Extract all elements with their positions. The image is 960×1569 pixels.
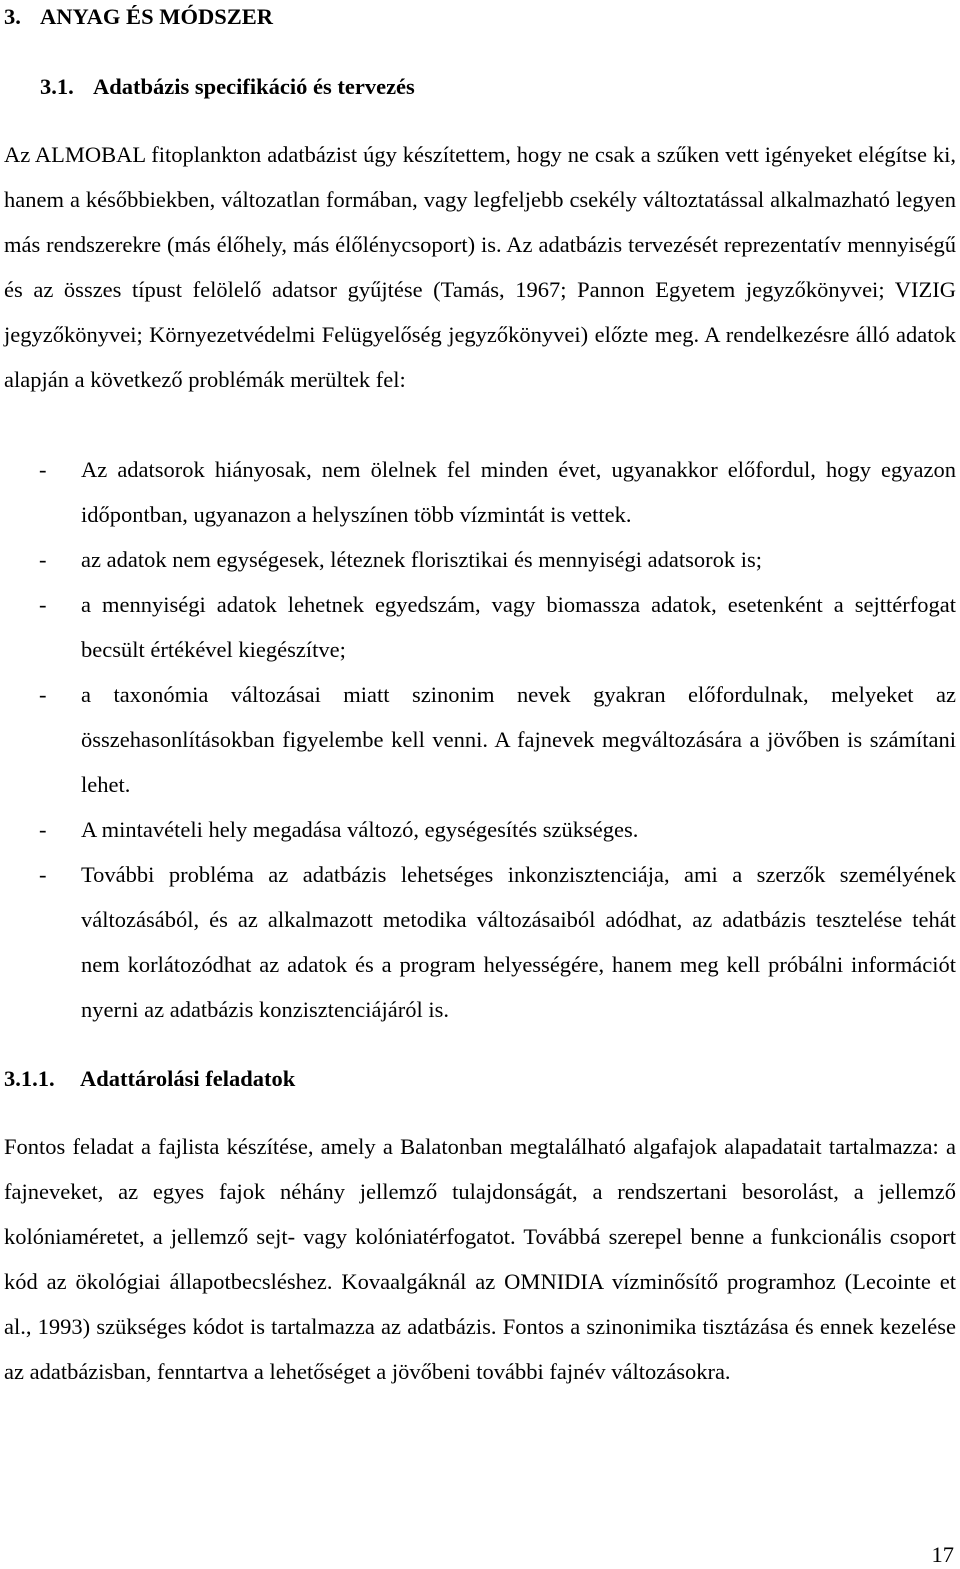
section-heading (40, 72, 415, 102)
page-number: 17 (931, 1542, 954, 1567)
chapter-title: ANYAG ÉS MÓDSZER (40, 4, 273, 29)
list-marker: - (39, 547, 47, 572)
list-item-text: a taxonómia változásai miatt szinonim nevek gyakran előfordulnak, melyeket az összehasonlításokban figyelembe kell venni. A fajnevek megváltozására a jövőben is számítani lehet. (81, 682, 956, 797)
list-marker: - (39, 592, 47, 617)
list-item-text: A mintavételi hely megadása változó, egységesítés szükséges. (81, 817, 639, 842)
list-item (4, 672, 956, 807)
list-marker: - (39, 862, 47, 887)
list-marker: - (39, 457, 47, 482)
list-item-text: az adatok nem egységesek, léteznek florisztikai és mennyiségi adatsorok is; (81, 547, 763, 572)
list-item (4, 807, 956, 852)
list-item (4, 447, 956, 537)
list-marker: - (39, 817, 47, 842)
section-title: Adatbázis specifikáció és tervezés (93, 74, 415, 99)
list-item (4, 537, 956, 582)
list-item (4, 852, 956, 1032)
chapter-heading (4, 2, 273, 32)
intro-paragraph: Az ALMOBAL fitoplankton adatbázist úgy készítettem, hogy ne csak a szűken vett igényeket elégítse ki, hanem a későbbiekben, változatlan formában, vagy legfeljebb csekély változtatással alkalmazható legyen más rendszerekre (más élőhely, más élőlénycsoport) is. Az adatbázis tervezését reprezentatív mennyiségű és az összes típust felölelő adatsor gyűjtése (Tamás, 1967; Pannon Egyetem jegyzőkönyvei; VIZIG jegyzőkönyvei; Környezetvédelmi Felügyelőség jegyzőkönyvei) előzte meg. A rendelkezésre álló adatok alapján a következő problémák merültek fel: (4, 142, 956, 392)
storage-paragraph: Fontos feladat a fajlista készítése, amely a Balatonban megtalálható algafajok alapadatait tartalmazza: a fajneveket, az egyes fajok néhány jellemző tulajdonságát, a rendszertani besorolást, a jellemző kolóniaméretet, a jellemző sejt- vagy kolóniatérfogatot. Továbbá szerepel benne a funkcionális csoport kód az ökológiai állapotbecsléshez. Kovaalgáknál az OMNIDIA vízminősítő programhoz (Lecointe et al., 1993) szükséges kódot is tartalmazza az adatbázis. Fontos a szinonimika tisztázása és ennek kezelése az adatbázisban, fenntartva a lehetőséget a jövőbeni további fajnév változásokra. (4, 1134, 956, 1384)
subsection-title: Adattárolási feladatok (80, 1066, 296, 1091)
list-item-text: a mennyiségi adatok lehetnek egyedszám, vagy biomassza adatok, esetenként a sejttérfogat becsült értékével kiegészítve; (81, 592, 956, 662)
subsection-number: 3.1.1. (4, 1066, 55, 1091)
chapter-number: 3. (4, 4, 21, 29)
list-item-text: További probléma az adatbázis lehetséges inkonzisztenciája, ami a szerzők személyének változásából, és az alkalmazott metodika változásaiból adódhat, az adatbázis tesztelése tehát nem korlátozódhat az adatok és a program helyességére, hanem meg kell próbálni információt nyerni az adatbázis konzisztenciájáról is. (81, 862, 956, 1022)
list-item (4, 582, 956, 672)
list-item-text: Az adatsorok hiányosak, nem ölelnek fel minden évet, ugyanakkor előfordul, hogy egyazon időpontban, ugyanazon a helyszínen több vízmintát is vettek. (81, 457, 956, 527)
problem-list (4, 447, 956, 1032)
list-marker: - (39, 682, 47, 707)
section-number: 3.1. (40, 74, 74, 99)
subsection-heading (4, 1064, 295, 1094)
